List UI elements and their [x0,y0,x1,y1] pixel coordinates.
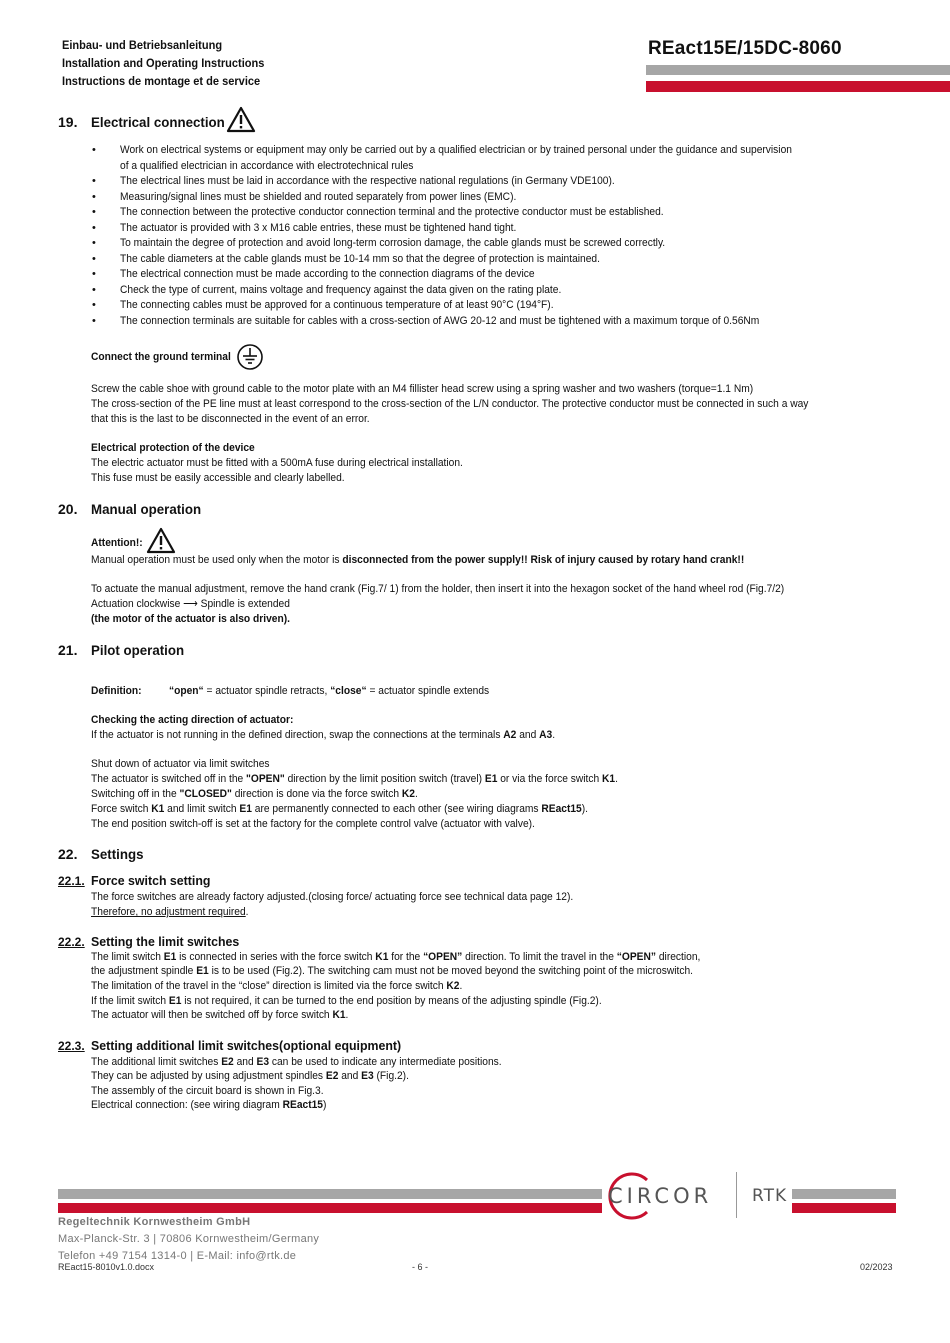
ground-paragraph-3: that this is the last to be disconnected in the event of an error. [91,413,370,425]
footer-company: Regeltechnik Kornwestheim GmbH [58,1216,251,1228]
section-title-pilot-operation: Pilot operation [91,642,185,658]
force-switch-paragraph-1: The force switches are already factory adjusted.(closing force/ actuating force see technical data page 12). [91,891,574,903]
section-number: 20. [58,501,78,517]
ground-paragraph-1: Screw the cable shoe with ground cable to the motor plate with an M4 fillister head screw using a spring washer and two washers (torque=1.1 Nm) [91,383,754,395]
shutdown-line-4: The end position switch-off is set at the factory for the complete control valve (actuator with valve). [91,818,535,830]
ground-symbol-icon [236,343,264,371]
logo-divider [736,1172,737,1218]
force-switch-paragraph-2: Therefore, no adjustment required. [91,906,249,918]
additional-line-2: They can be adjusted by using adjustment spindles E2 and E3 (Fig.2). [91,1070,409,1082]
manual-warning-text: Manual operation must be used only when the motor is disconnected from the power supply!! Risk of injury caused by rotary hand crank!! [91,554,745,566]
subsection-number: 22.1. [58,874,85,888]
definition-text: “open“ = actuator spindle retracts, “close“ = actuator spindle extends [169,685,490,697]
document-title: REact15E/15DC-8060 [648,38,842,59]
list-item: • The connection terminals are suitable for cables with a cross-section of AWG 20-12 and must be tightened with a maximum torque of 0.56Nm [92,314,912,330]
subsection-title-additional-switches: Setting additional limit switches(optional equipment) [91,1038,402,1053]
list-item: • The actuator is provided with 3 x M16 cable entries, these must be tightened hand tight. [92,221,912,237]
section-title-manual-operation: Manual operation [91,501,202,517]
list-item: • Measuring/signal lines must be shielded and routed separately from power lines (EMC). [92,190,912,206]
list-item: • The connecting cables must be approved for a continuous temperature of at least 90°C (194°F). [92,298,912,314]
manual-paragraph-2: Actuation clockwise ⟶ Spindle is extended [91,598,290,610]
shutdown-line-1: The actuator is switched off in the "OPEN" direction by the limit position switch (travel) E1 or via the force switch K1. [91,773,618,785]
subsection-title-force-switch: Force switch setting [91,873,211,888]
limit-line-3: The limitation of the travel in the “close” direction is limited via the force switch K2. [91,980,463,992]
shutdown-heading: Shut down of actuator via limit switches [91,758,270,770]
list-item: • The connection between the protective conductor connection terminal and the protective conductor must be established. [92,205,912,221]
section-title-settings: Settings [91,846,144,862]
limit-line-2: the adjustment spindle E1 is to be used (Fig.2). The switching cam must not be moved beyond the switching point of the microswitch. [91,965,694,977]
footer-page-number: - 6 - [412,1262,429,1272]
list-item: • To maintain the degree of protection and avoid long-term corrosion damage, the cable glands must be screwed correctly. [92,236,912,252]
checking-text: If the actuator is not running in the defined direction, swap the connections at the terminals A2 and A3. [91,729,556,741]
section-number: 21. [58,642,78,658]
checking-heading: Checking the acting direction of actuator: [91,714,294,726]
attention-label: Attention!: [91,537,143,549]
section-number: 22. [58,846,78,862]
footer-red-bar [58,1203,602,1213]
protection-paragraph-1: The electric actuator must be fitted with a 500mA fuse during electrical installation. [91,457,463,469]
ground-terminal-heading: Connect the ground terminal [91,351,231,363]
header-grey-bar [646,65,950,75]
list-item: • Work on electrical systems or equipment may only be carried out by a qualified electrician or by trained personal under the guidance and supervision of a qualified electrician in accordance with electrotechnical rules [92,143,912,174]
limit-line-5: The actuator will then be switched off by force switch K1. [91,1009,349,1021]
section-title-electrical-connection: Electrical connection [91,114,225,130]
protection-paragraph-2: This fuse must be easily accessible and clearly labelled. [91,472,345,484]
footer-grey-bar [58,1189,602,1199]
shutdown-line-3: Force switch K1 and limit switch E1 are permanently connected to each other (see wiring diagrams REact15). [91,803,589,815]
footer-filename: REact15-8010v1.0.docx [58,1262,155,1272]
footer-red-bar-right [792,1203,896,1213]
list-item: • The cable diameters at the cable glands must be 10-14 mm so that the degree of protection is maintained. [92,252,912,268]
manual-paragraph-3: (the motor of the actuator is also driven). [91,613,290,625]
definition-label: Definition: [91,685,142,697]
limit-line-1: The limit switch E1 is connected in series with the force switch K1 for the “OPEN” direction. To limit the travel in the “OPEN” direction, [91,951,701,963]
footer-date: 02/2023 [860,1262,893,1272]
section-number: 19. [58,114,78,130]
warning-triangle-icon [146,527,176,554]
header-title-de: Einbau- und Betriebsanleitung [62,38,223,52]
rtk-logo-text: RTK [752,1186,788,1206]
protection-heading: Electrical protection of the device [91,442,255,454]
footer-contact: Telefon +49 7154 1314-0 | E-Mail: info@rtk.de [58,1250,297,1262]
electrical-rules-list [92,143,912,329]
additional-line-4: Electrical connection: (see wiring diagram REact15) [91,1099,327,1111]
shutdown-line-2: Switching off in the "CLOSED" direction is done via the force switch K2. [91,788,418,800]
list-item: • Check the type of current, mains voltage and frequency against the data given on the rating plate. [92,283,912,299]
subsection-number: 22.3. [58,1039,85,1053]
manual-paragraph-1: To actuate the manual adjustment, remove the hand crank (Fig.7/ 1) from the holder, then insert it into the hexagon socket of the hand wheel rod (Fig.7/2) [91,583,785,595]
list-item: • The electrical connection must be made according to the connection diagrams of the device [92,267,912,283]
additional-line-3: The assembly of the circuit board is shown in Fig.3. [91,1085,324,1097]
circor-logo-text: CIRCOR [608,1184,713,1208]
warning-triangle-icon [226,106,256,133]
header-title-fr: Instructions de montage et de service [62,74,261,88]
additional-line-1: The additional limit switches E2 and E3 can be used to indicate any intermediate positions. [91,1056,502,1068]
ground-paragraph-2: The cross-section of the PE line must at least correspond to the cross-section of the L/N conductor. The protective conductor must be connected in such a way [91,398,809,410]
footer-address: Max-Planck-Str. 3 | 70806 Kornwestheim/Germany [58,1233,320,1245]
footer-grey-bar-right [792,1189,896,1199]
limit-line-4: If the limit switch E1 is not required, it can be turned to the end position by means of the adjusting spindle (Fig.2). [91,995,602,1007]
subsection-title-limit-switches: Setting the limit switches [91,934,240,949]
subsection-number: 22.2. [58,935,85,949]
header-red-bar [646,81,950,92]
header-title-en: Installation and Operating Instructions [62,56,265,70]
list-item: • The electrical lines must be laid in accordance with the respective national regulations (in Germany VDE100). [92,174,912,190]
